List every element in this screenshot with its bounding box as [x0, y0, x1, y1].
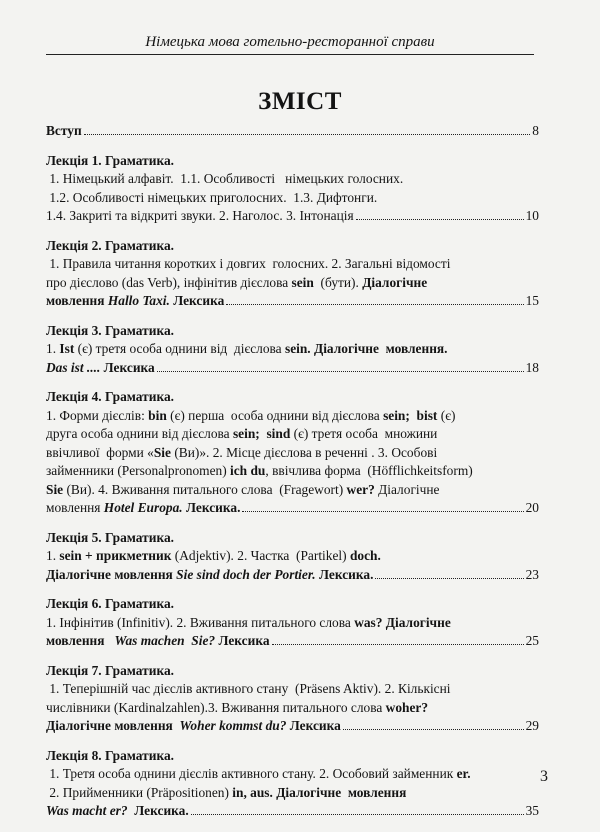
entry-final-text: Вступ: [46, 123, 82, 138]
dot-leader: [226, 304, 523, 305]
entry-text-line: 1. Третя особа однини дієслів активного стану. 2. Особовий займенник er.: [46, 766, 471, 781]
entry-text-line: 1. Теперішній час дієслів активного стану (Präsens Aktiv). 2. Кількісні: [46, 681, 451, 696]
toc-entry-l6: [46, 595, 539, 651]
entry-final-line: [46, 292, 539, 311]
entry-final-text: 1.4. Закриті та відкриті звуки. 2. Наголос. 3. Інтонація: [46, 208, 354, 223]
entry-text-line: 1. sein + прикметник (Adjektiv). 2. Частка (Partikel) doch.: [46, 548, 381, 563]
dot-leader: [84, 134, 531, 135]
entry-final-line: [46, 717, 539, 736]
entry-text-line: 1. Німецький алфавіт. 1.1. Особливості німецьких голосних.: [46, 171, 404, 186]
entry-final-line: [46, 499, 539, 518]
entry-final-text: мовлення Hotel Europa. Лексика.: [46, 500, 241, 515]
entry-final-text: Was macht er? Лексика.: [46, 803, 189, 818]
entry-page-number: 29: [525, 718, 539, 733]
entry-final-line: [46, 122, 539, 141]
entry-text-line: друга особа однини від дієслова sein; sind (є) третя особа множини: [46, 426, 438, 441]
page-title: ЗМІСТ: [258, 88, 342, 115]
entry-page-number: 35: [525, 803, 539, 818]
dot-leader: [356, 219, 524, 220]
entry-text-line: 1.2. Особливості німецьких приголосних. 1.3. Дифтонги.: [46, 189, 378, 205]
entry-text-line: 1. Правила читання коротких і довгих голосних. 2. Загальні відомості: [46, 256, 451, 271]
entry-page-number: 18: [525, 359, 539, 375]
lecture-heading: Лекція 6. Граматика.: [46, 596, 175, 611]
dot-leader: [343, 729, 524, 730]
entry-page-number: 10: [525, 208, 539, 223]
lecture-heading: Лекція 5. Граматика.: [46, 529, 175, 545]
dot-leader: [191, 814, 524, 815]
toc-entry-l5: [46, 529, 539, 585]
table-of-contents: [46, 122, 539, 832]
toc-entry-l2: [46, 237, 539, 311]
entry-page-number: 23: [525, 566, 539, 582]
entry-text-line: 2. Прийменники (Präpositionen) in, aus. Діалогічне мовлення: [46, 784, 407, 800]
entry-final-text: Das ist .... Лексика: [46, 359, 155, 375]
entry-text-line: Sie (Ви). 4. Вживання питального слова (Fragewort) wer? Діалогічне: [46, 481, 440, 497]
entry-text-line: 1. Ist (є) третя особа однини від дієслова sein. Діалогічне мовлення.: [46, 341, 448, 356]
toc-entry-l8: [46, 747, 539, 821]
entry-text-line: 1. Форми дієслів: bin (є) перша особа однини від дієслова sein; bist (є): [46, 407, 456, 423]
entry-final-line: [46, 359, 539, 378]
toc-entry-l7: [46, 662, 539, 736]
toc-entry-l1: [46, 152, 539, 226]
entry-page-number: 8: [532, 123, 539, 138]
lecture-heading: Лекція 1. Граматика.: [46, 152, 175, 168]
entry-page-number: 15: [525, 293, 539, 308]
running-header: Німецька мова готельно-ресторанної справи: [46, 34, 534, 55]
dot-leader: [242, 511, 523, 512]
entry-page-number: 20: [525, 500, 539, 515]
entry-final-line: [46, 207, 539, 226]
page-number: 3: [540, 768, 548, 785]
toc-entry-l3: [46, 322, 539, 378]
entry-final-text: мовлення Hallo Taxi. Лексика: [46, 293, 225, 308]
entry-final-text: мовлення Was machen Sie? Лексика: [46, 633, 270, 648]
entry-text-line: про дієслово (das Verb), інфінітив дієслова sein (бути). Діалогічне: [46, 274, 428, 290]
dot-leader: [375, 578, 523, 579]
dot-leader: [157, 371, 524, 372]
entry-final-line: [46, 566, 539, 585]
toc-entry-intro: [46, 122, 539, 141]
toc-entry-l4: [46, 388, 539, 518]
entry-final-text: Діалогічне мовлення Sie sind doch der Portier. Лексика.: [46, 566, 374, 582]
dot-leader: [272, 644, 524, 645]
entry-final-line: [46, 802, 539, 821]
entry-final-text: Діалогічне мовлення Woher kommst du? Лексика: [46, 718, 341, 733]
lecture-heading: Лекція 4. Граматика.: [46, 389, 175, 404]
entry-text-line: займенники (Personalpronomen) ich du, ввічлива форма (Höfflichkeitsform): [46, 463, 473, 478]
entry-page-number: 25: [525, 633, 539, 648]
lecture-heading: Лекція 7. Граматика.: [46, 662, 175, 678]
lecture-heading: Лекція 3. Граматика.: [46, 322, 175, 338]
lecture-heading: Лекція 2. Граматика.: [46, 237, 175, 253]
entry-text-line: ввічливої форми «Sie (Ви)». 2. Місце дієслова в реченні . 3. Особові: [46, 444, 438, 460]
entry-text-line: 1. Інфінітив (Infinitiv). 2. Вживання питального слова was? Діалогічне: [46, 614, 451, 630]
lecture-heading: Лекція 8. Граматика.: [46, 747, 175, 763]
entry-text-line: числівники (Kardinalzahlen).3. Вживання питального слова woher?: [46, 699, 429, 715]
entry-final-line: [46, 632, 539, 651]
